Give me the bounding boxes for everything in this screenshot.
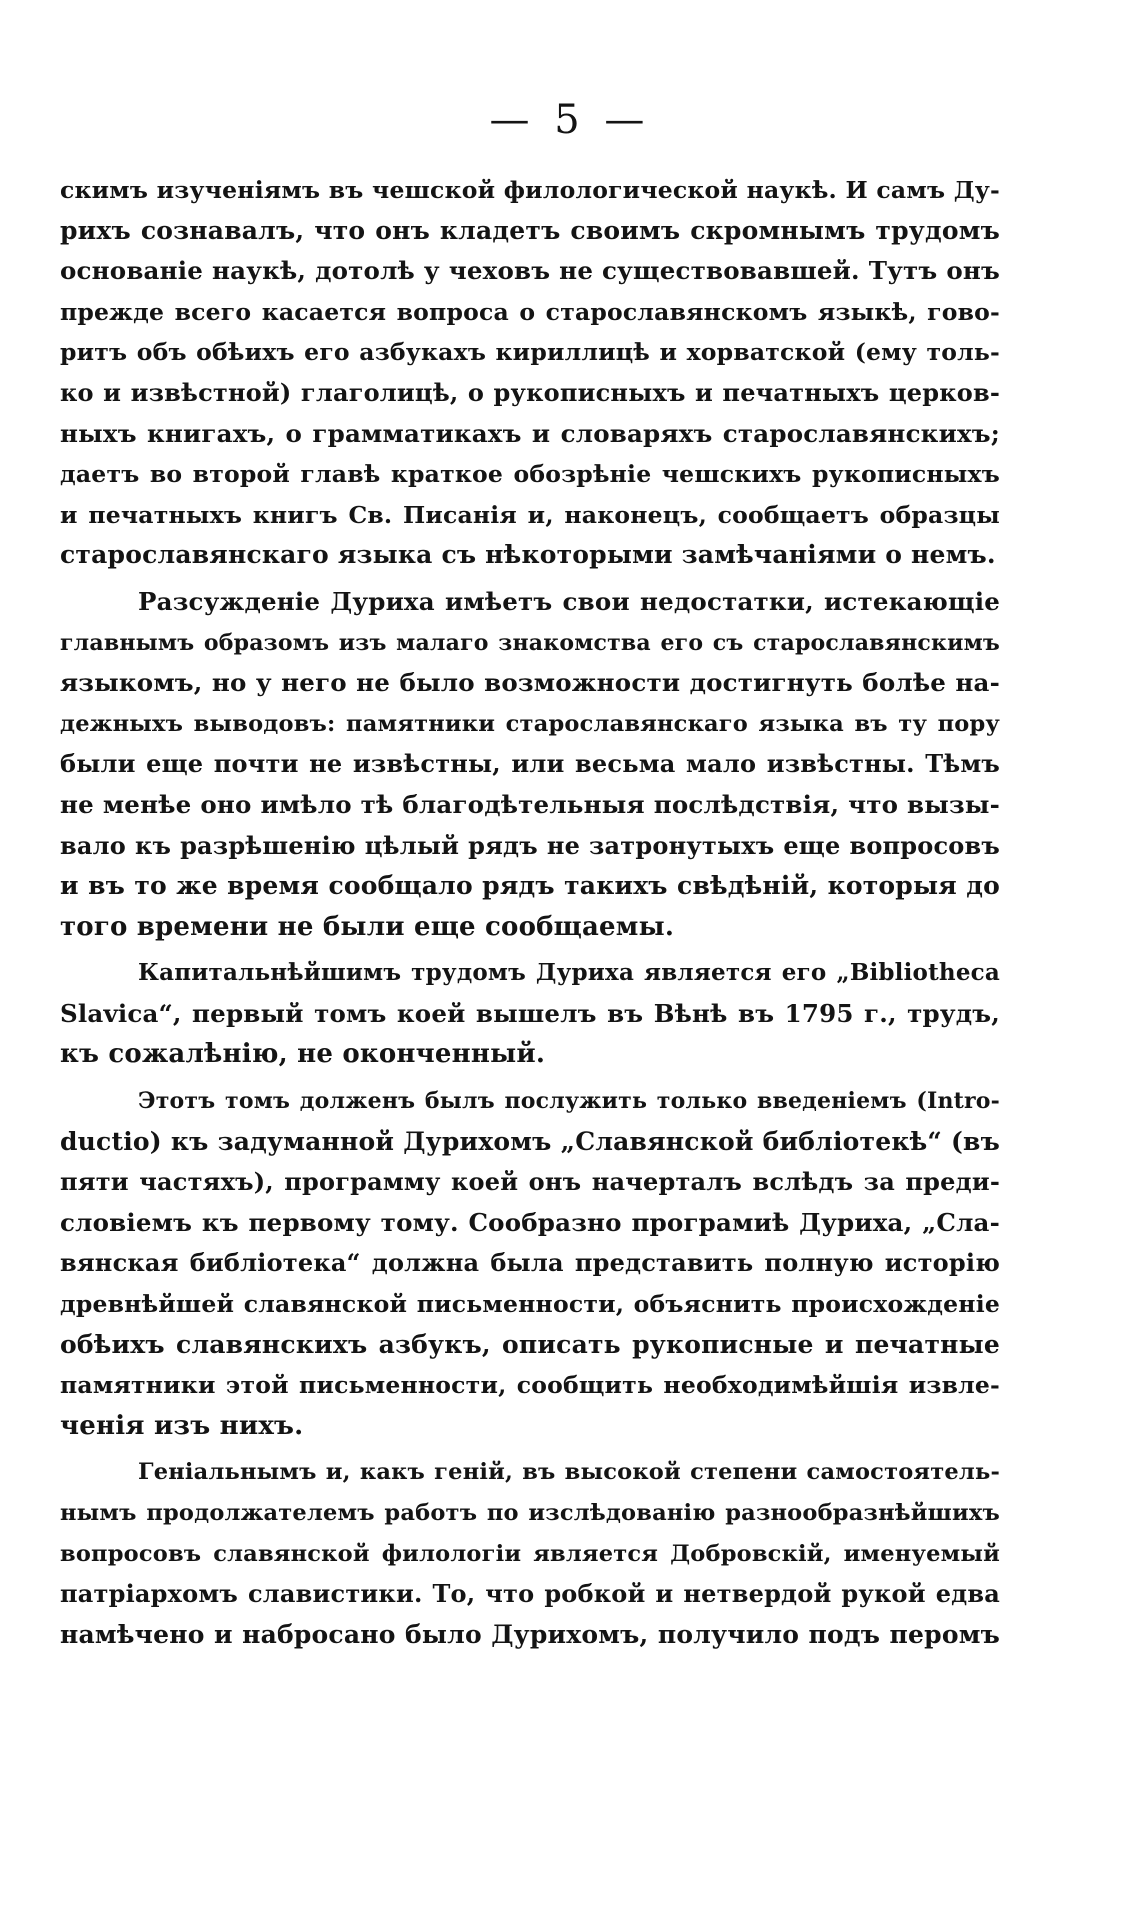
- paragraph: [60, 582, 1000, 947]
- text-line: прежде всего касается вопроса о старославянскомъ языкѣ, гово-: [60, 297, 1000, 326]
- text-line: пяти частяхъ), программу коей онъ начерталъ вслѣдъ за преди-: [60, 1167, 1000, 1197]
- page-number: — 5 —: [489, 97, 651, 143]
- text-line: рихъ сознавалъ, что онъ кладетъ своимъ скромнымъ трудомъ: [60, 215, 1000, 245]
- text-line: Геніальнымъ и, какъ геній, въ высокой степени самостоятель-: [138, 1459, 1000, 1486]
- text-line: ductio) къ задуманной Дурихомъ „Славянской библіотекѣ“ (въ: [60, 1126, 1000, 1156]
- paragraph: [60, 170, 1000, 576]
- text-line: того времени не были еще сообщаемы.: [60, 911, 675, 942]
- text-line: Капитальнѣйшимъ трудомъ Дуриха является его „Bibliotheca: [138, 959, 1000, 987]
- text-line: ко и извѣстной) глаголицѣ, о рукописныхъ и печатныхъ церков-: [60, 377, 1000, 407]
- text-line: Разсужденіе Дуриха имѣетъ свои недостатки, истекающіе: [138, 586, 1000, 616]
- text-line: и въ то же время сообщало рядъ такихъ свѣдѣній, которыя до: [60, 871, 1000, 901]
- text-line: ченія изъ нихъ.: [60, 1410, 304, 1441]
- text-line: обѣихъ славянскихъ азбукъ, описать рукописные и печатные: [60, 1329, 1000, 1359]
- text-line: нымъ продолжателемъ работъ по изслѣдованію разнообразнѣйшихъ: [60, 1500, 1000, 1526]
- text-line: вало къ разрѣшенію цѣлый рядъ не затронутыхъ еще вопросовъ: [60, 830, 1000, 860]
- text-line: дежныхъ выводовъ: памятники старославянскаго языка въ ту пору: [60, 710, 1000, 737]
- text-line: ритъ объ обѣихъ его азбукахъ кириллицѣ и хорватской (ему толь-: [60, 338, 1000, 367]
- text-line: словіемъ къ первому тому. Сообразно програмиѣ Дуриха, „Сла-: [60, 1207, 1000, 1237]
- paragraph: [60, 1452, 1000, 1655]
- text-line: вопросовъ славянской филологіи является Добровскій, именуемый: [60, 1540, 1000, 1567]
- paragraph: [60, 1081, 1000, 1446]
- text-line: вянская библіотека“ должна была представить полную исторію: [60, 1248, 1000, 1278]
- text-line: были еще почти не извѣстны, или весьма мало извѣстны. Тѣмъ: [60, 749, 1000, 779]
- text-line: ныхъ книгахъ, о грамматикахъ и словаряхъ старославянскихъ;: [60, 418, 1000, 448]
- text-line: Этотъ томъ долженъ былъ послужить только введеніемъ (Intro-: [138, 1088, 1000, 1115]
- text-line: основаніе наукѣ, дотолѣ у чеховъ не существовавшей. Тутъ онъ: [60, 256, 1000, 286]
- text-line: памятники этой письменности, сообщить необходимѣйшія извле-: [60, 1371, 1000, 1400]
- text-line: даетъ во второй главѣ краткое обозрѣніе чешскихъ рукописныхъ: [60, 460, 1000, 489]
- text-line: старославянскаго языка съ нѣкоторыми замѣчаніями о немъ.: [60, 540, 996, 570]
- text-line: Slavica“, первый томъ коей вышелъ въ Вѣнѣ въ 1795 г., трудъ,: [60, 998, 1000, 1028]
- text-line: къ сожалѣнію, не оконченный.: [60, 1039, 546, 1070]
- text-line: главнымъ образомъ изъ малаго знакомства его съ старославянскимъ: [60, 629, 1000, 656]
- paragraph: [60, 953, 1000, 1075]
- text-line: языкомъ, но у него не было возможности достигнуть болѣе на-: [60, 668, 1000, 698]
- text-line: и печатныхъ книгъ Св. Писанія и, наконецъ, сообщаетъ образцы: [60, 500, 1000, 529]
- text-line: патріархомъ славистики. То, что робкой и нетвердой рукой едва: [60, 1579, 1000, 1609]
- body-text: [60, 170, 1000, 1661]
- text-line: скимъ изученіямъ въ чешской филологической наукѣ. И самъ Ду-: [60, 176, 1000, 204]
- text-line: древнѣйшей славянской письменности, объяснить происхожденіе: [60, 1290, 1000, 1319]
- text-line: не менѣе оно имѣло тѣ благодѣтельныя послѣдствія, что вызы-: [60, 789, 1000, 819]
- text-line: намѣчено и набросано было Дурихомъ, получило подъ перомъ: [60, 1619, 1000, 1649]
